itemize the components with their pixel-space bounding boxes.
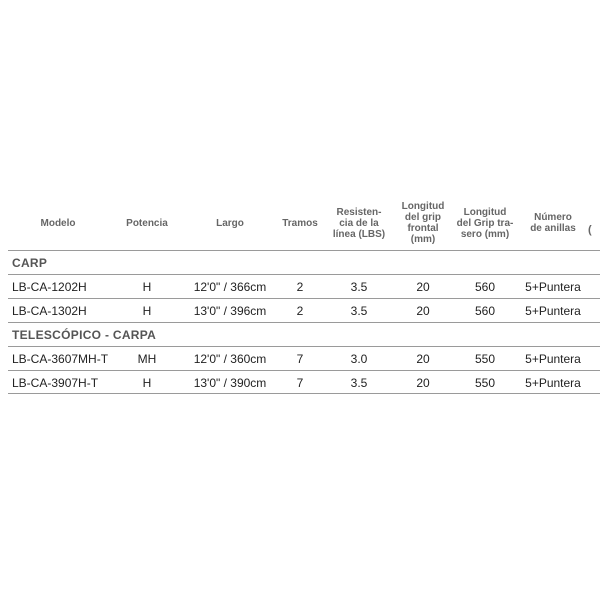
cell-resistencia: 3.5 [350,375,368,390]
cell-potencia: H [142,303,152,318]
header-numero-anillas: Número de anillas [530,212,576,234]
cell-largo: 12'0" / 360cm [193,351,267,366]
cell-tramos: 7 [296,351,304,366]
cell-resistencia: 3.5 [350,279,368,294]
cell-numero-anillas: 5+Puntera [525,303,581,318]
cell-modelo: LB-CA-1302H [12,303,87,318]
cell-potencia: H [142,279,152,294]
header-resistencia: Resisten- cia de la línea (LBS) [332,206,386,240]
section-title-carp: CARP [8,250,600,274]
cell-grip-trasero: 550 [474,375,496,390]
header-grip-frontal: Longitud del grip frontal (mm) [401,201,445,245]
table-row [8,346,600,370]
cell-numero-anillas: 5+Puntera [525,279,581,294]
cell-tramos: 7 [296,375,304,390]
cell-potencia: MH [137,351,157,366]
cell-grip-frontal: 20 [416,375,430,390]
cell-grip-frontal: 20 [416,351,430,366]
cell-potencia: H [142,375,152,390]
cell-numero-anillas: 5+Puntera [525,351,581,366]
cell-largo: 13'0" / 390cm [193,375,267,390]
header-cut-off-fragment: ( [588,224,592,236]
table-row [8,274,600,298]
header-grip-trasero: Longitud del Grip tra- sero (mm) [456,206,514,240]
cell-resistencia: 3.0 [350,351,368,366]
cell-resistencia: 3.5 [350,303,368,318]
cell-grip-trasero: 550 [474,351,496,366]
cell-modelo: LB-CA-3907H-T [12,375,99,390]
cell-modelo: LB-CA-3607MH-T [12,351,109,366]
cell-largo: 13'0" / 396cm [193,303,267,318]
spec-table [8,196,600,394]
cell-tramos: 2 [296,279,304,294]
cell-grip-trasero: 560 [474,303,496,318]
header-modelo: Modelo [40,217,76,229]
cell-modelo: LB-CA-1202H [12,279,87,294]
section-title-telescopico-carpa: TELESCÓPICO - CARPA [8,322,600,346]
table-header-row [8,196,600,250]
header-largo: Largo [216,217,244,229]
cell-numero-anillas: 5+Puntera [525,375,581,390]
header-potencia: Potencia [126,217,168,229]
cell-grip-trasero: 560 [474,279,496,294]
header-tramos: Tramos [282,217,318,229]
table-row [8,298,600,322]
table-row [8,370,600,394]
cell-largo: 12'0" / 366cm [193,279,267,294]
cell-tramos: 2 [296,303,304,318]
cell-grip-frontal: 20 [416,303,430,318]
cell-grip-frontal: 20 [416,279,430,294]
